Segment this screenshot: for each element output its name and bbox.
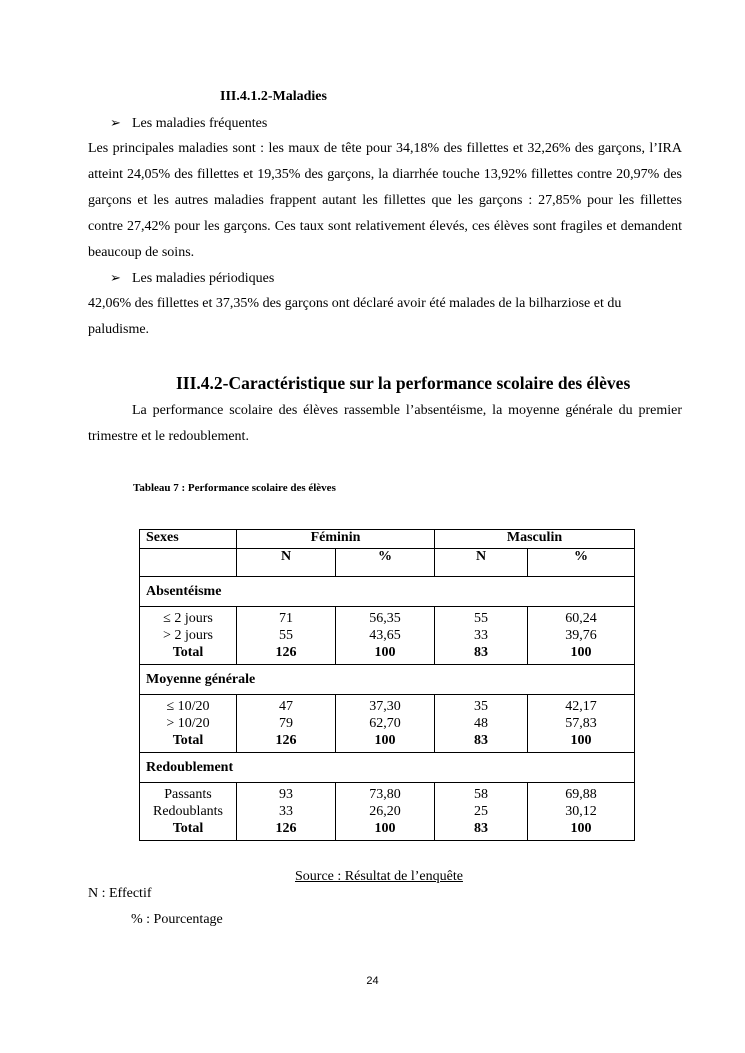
cell-f-pct-total: 100 — [374, 645, 396, 660]
legend-pct: % : Pourcentage — [131, 912, 223, 927]
cell-m-pct: 42,17 — [565, 699, 597, 714]
row-label-total: Total — [172, 733, 204, 748]
row-label: ≤ 2 jours — [163, 611, 213, 626]
cell-f-n: 55 — [279, 628, 293, 643]
cell-m-n: 55 — [474, 611, 488, 626]
cell-f-pct-total: 100 — [374, 733, 396, 748]
cell-m-pct-total: 100 — [570, 821, 592, 836]
header-masculin: Masculin — [435, 530, 635, 549]
page-number: 24 — [366, 975, 379, 987]
group-body-redoublement — [140, 783, 635, 841]
cell-f-n: 47 — [279, 699, 293, 714]
cell-f-pct: 73,80 — [369, 787, 401, 802]
paragraph-periodic-diseases: 42,06% des fillettes et 37,35% des garçons ont déclaré avoir été malades de la bilharziose et du paludisme. — [88, 296, 622, 337]
cell-m-n: 33 — [474, 628, 488, 643]
bullet-frequent-diseases — [110, 115, 267, 132]
cell-f-pct: 26,20 — [369, 804, 401, 819]
cell-m-pct-total: 100 — [570, 733, 592, 748]
row-label-total: Total — [172, 645, 204, 660]
section-heading: III.4.1.2-Maladies — [220, 89, 327, 104]
header-m-pct: % — [528, 549, 635, 577]
cell-f-pct: 56,35 — [369, 611, 401, 626]
group-title-row — [140, 665, 635, 695]
bullet-periodic-diseases — [110, 270, 274, 287]
cell-m-pct: 30,12 — [565, 804, 597, 819]
cell-m-n-total: 83 — [474, 821, 488, 836]
section-heading-performance: III.4.2-Caractéristique sur la performance scolaire des élèves — [176, 373, 631, 393]
cell-m-pct: 60,24 — [565, 611, 597, 626]
row-label: ≤ 10/20 — [166, 699, 210, 714]
group-title-moyenne: Moyenne générale — [140, 665, 635, 695]
row-label-total: Total — [172, 821, 204, 836]
paragraph-performance: La performance scolaire des élèves rassemble l’absentéisme, la moyenne générale du premier trimestre et le redoublement. — [88, 403, 682, 444]
row-label: > 2 jours — [163, 628, 213, 643]
cell-f-n: 71 — [279, 611, 293, 626]
cell-m-n: 35 — [474, 699, 488, 714]
performance-table — [139, 529, 635, 841]
cell-f-n: 79 — [279, 716, 293, 731]
group-body-moyenne — [140, 695, 635, 753]
table-subheader-row — [140, 549, 635, 577]
table-source: Source : Résultat de l’enquête — [295, 869, 463, 884]
header-feminin: Féminin — [237, 530, 435, 549]
cell-m-n: 48 — [474, 716, 488, 731]
arrow-bullet-icon: ➢ — [110, 270, 121, 285]
cell-m-pct: 69,88 — [565, 787, 597, 802]
header-f-n: N — [237, 549, 336, 577]
header-m-n: N — [435, 549, 528, 577]
header-f-pct: % — [336, 549, 435, 577]
cell-f-pct: 37,30 — [369, 699, 401, 714]
header-sexes: Sexes — [140, 530, 237, 549]
cell-m-pct: 57,83 — [565, 716, 597, 731]
cell-f-n-total: 126 — [275, 645, 297, 660]
cell-m-n-total: 83 — [474, 733, 488, 748]
cell-f-n: 33 — [279, 804, 293, 819]
group-title-redoublement: Redoublement — [140, 753, 635, 783]
table-header-row — [140, 530, 635, 549]
cell-m-pct-total: 100 — [570, 645, 592, 660]
row-label: > 10/20 — [166, 716, 210, 731]
row-label: Passants — [164, 787, 212, 802]
row-label: Redoublants — [153, 804, 223, 819]
legend-n: N : Effectif — [88, 886, 152, 901]
bullet-label: Les maladies fréquentes — [132, 116, 268, 131]
cell-f-n: 93 — [279, 787, 293, 802]
cell-f-n-total: 126 — [275, 821, 297, 836]
bullet-label: Les maladies périodiques — [132, 271, 275, 286]
cell-m-n: 58 — [474, 787, 488, 802]
arrow-bullet-icon: ➢ — [110, 115, 121, 130]
table-caption: Tableau 7 : Performance scolaire des élèves — [133, 482, 336, 494]
group-title-row — [140, 753, 635, 783]
cell-m-n: 25 — [474, 804, 488, 819]
group-title-row — [140, 577, 635, 607]
cell-m-n-total: 83 — [474, 645, 488, 660]
group-title-absenteisme: Absentéisme — [140, 577, 635, 607]
cell-m-pct: 39,76 — [565, 628, 597, 643]
empty-cell — [140, 549, 237, 577]
cell-f-n-total: 126 — [275, 733, 297, 748]
cell-f-pct: 43,65 — [369, 628, 401, 643]
cell-f-pct-total: 100 — [374, 821, 396, 836]
group-body-absenteisme — [140, 607, 635, 665]
paragraph-frequent-diseases: Les principales maladies sont : les maux de tête pour 34,18% des fillettes et 32,26% des garçons, l’IRA atteint 24,05% des fillettes et 19,35% des garçons, la diarrhée touche 13,92% fillettes contre 20,97% des garçons et les autres maladies frappent autant les fillettes que les garçons : 27,85% pour les fillettes contre 27,42% pour les garçons. Ces taux sont relativement élevés, ces élèves sont fragiles et demandent beaucoup de soins. — [88, 141, 682, 260]
cell-f-pct: 62,70 — [369, 716, 401, 731]
